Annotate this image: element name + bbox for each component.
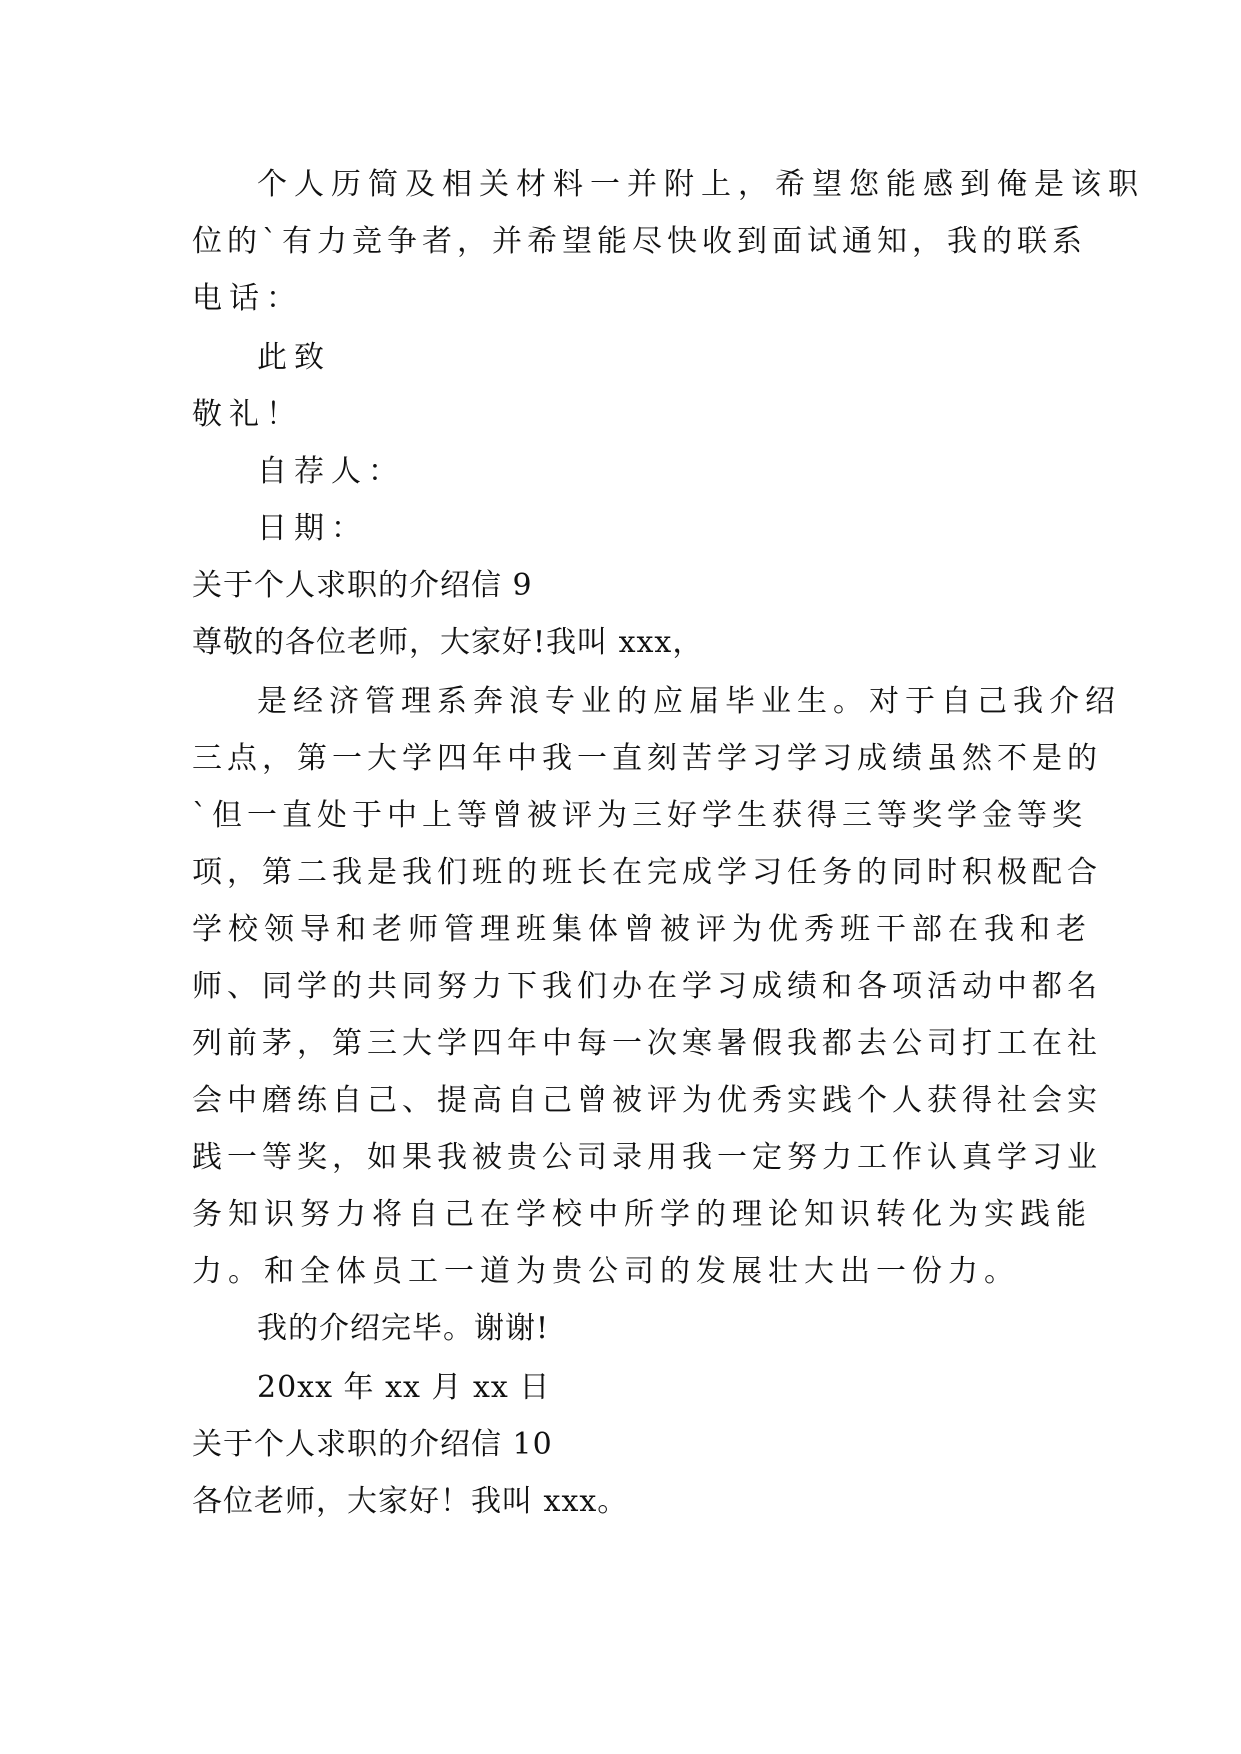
paragraph-line: 会中磨练自己、提高自己曾被评为优秀实践个人获得社会实 [192,1083,1102,1118]
paragraph-line: 学校领导和老师管理班集体曾被评为优秀班干部在我和老 [192,912,1092,947]
greeting-line: 各位老师，大家好！我叫 xxx。 [192,1484,629,1519]
signature-label: 自荐人： [257,454,405,489]
greeting-line: 尊敬的各位老师，大家好!我叫 xxx， [192,625,704,660]
date-line: 20xx 年 xx 月 xx 日 [257,1370,551,1405]
section-heading: 关于个人求职的介绍信 10 [192,1427,553,1462]
paragraph-line: 位的`有力竞争者，并希望能尽快收到面试通知，我的联系 [192,224,1087,259]
section-heading: 关于个人求职的介绍信 9 [192,568,533,603]
paragraph-line: 三点，第一大学四年中我一直刻苦学习学习成绩虽然不是的 [192,741,1102,776]
paragraph-line: 个人历简及相关材料一并附上，希望您能感到俺是该职 [257,167,1145,202]
paragraph-line: 项，第二我是我们班的班长在完成学习任务的同时积极配合 [192,855,1102,890]
paragraph-line: `但一直处于中上等曾被评为三好学生获得三等奖学金等奖 [192,798,1087,833]
paragraph-line: 电话： [192,281,303,316]
paragraph-line: 践一等奖，如果我被贵公司录用我一定努力工作认真学习业 [192,1140,1102,1175]
paragraph-line: 师、同学的共同努力下我们办在学习成绩和各项活动中都名 [192,969,1102,1004]
closing-line: 此致 [257,340,331,375]
paragraph-line: 是经济管理系奔浪专业的应届毕业生。对于自己我介绍 [257,684,1121,719]
paragraph-line: 列前茅，第三大学四年中每一次寒暑假我都去公司打工在社 [192,1026,1102,1061]
closing-salutation: 敬礼！ [192,397,303,432]
date-label: 日期： [257,511,368,546]
closing-line: 我的介绍完毕。谢谢! [257,1311,550,1346]
paragraph-line: 务知识努力将自己在学校中所学的理论知识转化为实践能 [192,1197,1092,1232]
paragraph-line: 力。和全体员工一道为贵公司的发展壮大出一份力。 [192,1254,1020,1289]
